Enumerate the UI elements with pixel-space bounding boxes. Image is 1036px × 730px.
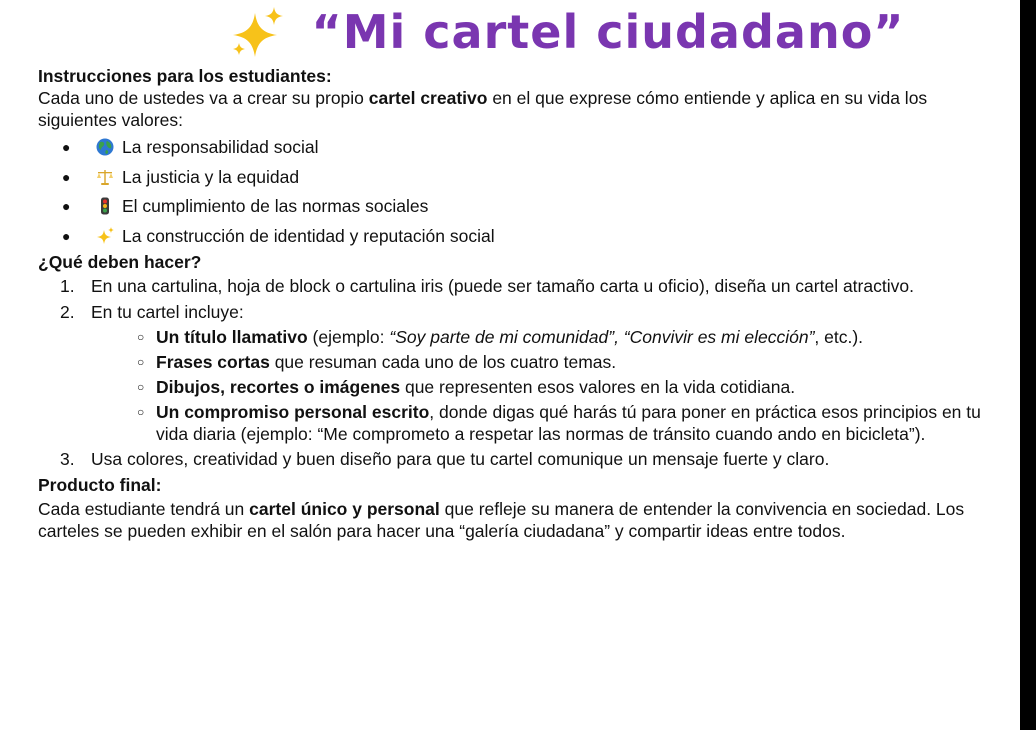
- list-item-label: La responsabilidad social: [122, 137, 319, 157]
- sparkles-icon: [96, 227, 114, 245]
- list-item: 2. En tu cartel incluye: ○ Un título llamativo (ejemplo: “Soy parte de mi comunidad”, “Convivir es mi elección”, etc.). ○ Frases cortas que resuman cada uno de los cuatro temas. ○ Dibujos, recortes o imágenes que representen esos valores en la vida cotidiana. ○ Un compromiso personal escrito, donde digas qué harás tú para poner en práctica esos principios en tu vida diaria (ejemplo: “Me comprometo a respetar las normas de tránsito cuando ando en bicicleta”).: [38, 301, 998, 445]
- right-edge-bar: [1020, 0, 1036, 730]
- final-heading: Producto final:: [38, 475, 162, 495]
- sub-list-item: ○ Dibujos, recortes o imágenes que representen esos valores en la vida cotidiana.: [137, 377, 796, 397]
- page-title: “Mi cartel ciudadano”: [311, 5, 905, 59]
- list-item: ● La construcción de identidad y reputación social: [62, 225, 495, 246]
- document-page: [38, 0, 998, 542]
- globe-icon: [96, 138, 114, 156]
- sub-list-item: ○ Un compromiso personal escrito, donde digas qué harás tú para poner en práctica esos principios en tu vida diaria (ejemplo: “Me comprometo a respetar las normas de tránsito cuando ando en bicicleta”).: [137, 402, 981, 444]
- step-text: Usa colores, creatividad y buen diseño para que tu cartel comunique un mensaje fuerte y claro.: [91, 449, 830, 469]
- final-paragraph: Cada estudiante tendrá un cartel único y personal que refleje su manera de entender la convivencia en sociedad. Los carteles se pueden exhibir en el salón para hacer una “galería ciudadana” y compartir ideas entre todos.: [38, 499, 965, 541]
- list-item-label: La construcción de identidad y reputación social: [122, 225, 495, 246]
- list-item: 1. En una cartulina, hoja de block o cartulina iris (puede ser tamaño carta u oficio), diseña un cartel atractivo.: [60, 276, 914, 296]
- step-text: En una cartulina, hoja de block o cartulina iris (puede ser tamaño carta u oficio), diseña un cartel atractivo.: [91, 276, 914, 296]
- list-item-label: La justicia y la equidad: [122, 166, 300, 187]
- list-item: ● La justicia y la equidad: [62, 166, 300, 187]
- steps-list: [38, 275, 998, 470]
- sub-list: [91, 326, 998, 445]
- tasks-heading: ¿Qué deben hacer?: [38, 252, 202, 272]
- list-item: ● La responsabilidad social: [62, 137, 319, 157]
- list-item-label: El cumplimiento de las normas sociales: [122, 196, 429, 216]
- scales-icon: [96, 168, 114, 186]
- sub-list-item: ○ Un título llamativo (ejemplo: “Soy parte de mi comunidad”, “Convivir es mi elección”, etc.).: [137, 327, 864, 347]
- instructions-heading: Instrucciones para los estudiantes:: [38, 66, 332, 86]
- instructions-intro: Cada uno de ustedes va a crear su propio cartel creativo en el que exprese cómo entiende y aplica en su vida los siguientes valores:: [38, 88, 928, 130]
- step-text: En tu cartel incluye:: [91, 302, 244, 322]
- list-item: ● El cumplimiento de las normas sociales: [62, 196, 429, 216]
- sub-list-item: ○ Frases cortas que resuman cada uno de los cuatro temas.: [137, 352, 617, 372]
- sparkles-icon: [231, 5, 285, 59]
- list-item: 3. Usa colores, creatividad y buen diseño para que tu cartel comunique un mensaje fuerte y claro.: [60, 449, 830, 469]
- traffic-light-icon: [96, 197, 114, 215]
- title-row: [38, 0, 998, 64]
- values-list: [38, 133, 998, 251]
